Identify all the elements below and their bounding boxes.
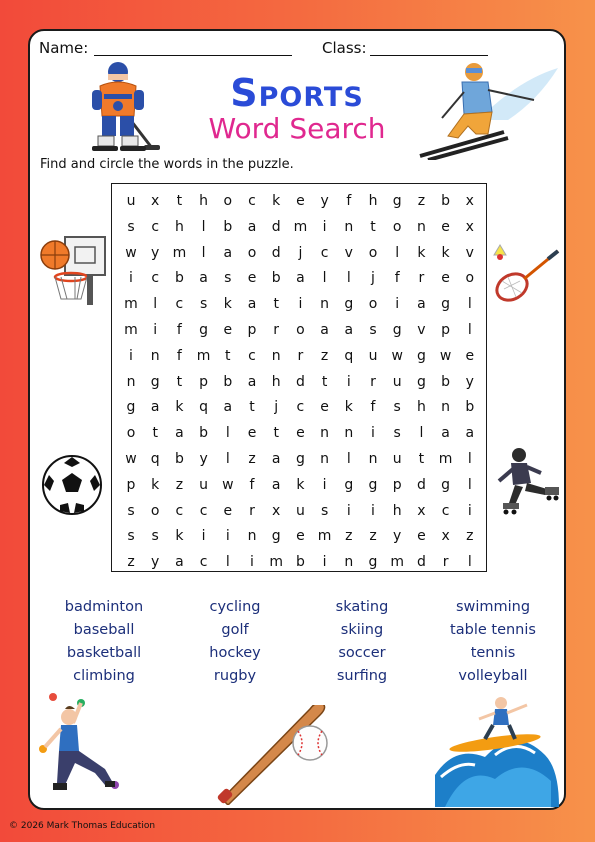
grid-letter[interactable]: i (250, 554, 254, 571)
rock-climber-icon (35, 689, 131, 807)
grid-row (112, 343, 486, 369)
grid-letter[interactable]: f (249, 476, 255, 493)
grid-letter[interactable]: r (297, 347, 304, 364)
grid-letter[interactable]: l (467, 554, 472, 571)
grid-letter[interactable]: h (271, 373, 281, 390)
basketball-hoop-icon (37, 233, 107, 307)
grid-letter[interactable]: r (273, 322, 280, 338)
grid-letter[interactable]: t (273, 296, 279, 313)
grid-letter[interactable]: m (269, 554, 283, 571)
grid-letter[interactable]: z (127, 554, 135, 571)
grid-letter[interactable]: v (344, 244, 353, 261)
grid-letter[interactable]: s (393, 399, 401, 416)
badminton-racket-icon (488, 241, 562, 311)
grid-letter[interactable]: o (223, 193, 233, 209)
grid-letter[interactable]: u (368, 347, 378, 364)
grid-letter[interactable]: n (344, 425, 354, 442)
grid-letter[interactable]: g (295, 451, 305, 467)
grid-letter[interactable]: g (344, 296, 354, 313)
grid-letter[interactable]: i (346, 373, 351, 390)
grid-letter[interactable]: o (368, 244, 378, 261)
grid-letter[interactable]: n (441, 399, 451, 416)
grid-letter[interactable]: a (296, 270, 305, 287)
grid-letter[interactable]: k (417, 244, 426, 261)
word-list-item: swimming (455, 599, 531, 615)
grid-letter[interactable]: a (223, 399, 233, 416)
word-list-column-4 (433, 596, 553, 688)
grid-letter[interactable]: n (247, 528, 257, 545)
grid-letter[interactable]: n (271, 347, 281, 364)
grid-letter[interactable]: s (127, 528, 135, 545)
grid-letter[interactable]: g (271, 528, 281, 545)
word-search-grid (111, 183, 487, 572)
grid-letter[interactable]: q (199, 399, 209, 416)
grid-letter[interactable]: o (126, 425, 136, 442)
grid-letter[interactable]: n (416, 218, 426, 235)
grid-letter[interactable]: y (320, 193, 329, 209)
surfer-icon (435, 695, 559, 807)
grid-letter[interactable]: m (124, 296, 138, 313)
grid-letter[interactable]: o (150, 502, 160, 519)
grid-letter[interactable]: n (368, 451, 378, 467)
grid-letter[interactable]: r (418, 270, 425, 287)
grid-row (112, 240, 486, 266)
grid-letter[interactable]: a (465, 425, 475, 442)
grid-letter[interactable]: n (320, 451, 330, 467)
grid-letter[interactable]: i (225, 528, 230, 545)
grid-letter[interactable]: l (467, 451, 472, 467)
grid-letter[interactable]: n (344, 554, 354, 571)
grid-letter[interactable]: h (199, 193, 209, 209)
grid-letter[interactable]: b (223, 373, 233, 390)
grid-letter[interactable]: a (271, 451, 281, 467)
grid-letter[interactable]: g (344, 476, 354, 493)
grid-letter[interactable]: o (392, 218, 402, 235)
grid-letter[interactable]: a (223, 244, 233, 261)
grid-letter[interactable]: i (346, 502, 351, 519)
grid-letter[interactable]: e (296, 193, 305, 209)
grid-letter[interactable]: e (441, 270, 450, 287)
grid-letter[interactable]: t (176, 373, 183, 390)
grid-letter[interactable]: z (369, 528, 377, 545)
grid-letter[interactable]: b (199, 425, 209, 442)
grid-row (112, 317, 486, 343)
grid-letter[interactable]: e (296, 425, 305, 442)
grid-letter[interactable]: w (222, 476, 234, 493)
grid-letter[interactable]: m (317, 528, 332, 545)
grid-letter[interactable]: k (151, 476, 160, 493)
grid-letter[interactable]: a (247, 218, 257, 235)
grid-letter[interactable]: a (344, 322, 354, 338)
grid-letter[interactable]: i (129, 270, 133, 287)
grid-letter[interactable]: m (293, 218, 308, 235)
grid-letter[interactable]: m (124, 322, 138, 338)
grid-letter[interactable]: v (465, 244, 474, 261)
grid-letter[interactable]: c (175, 296, 184, 313)
grid-letter[interactable]: s (127, 218, 135, 235)
word-list-item: table tennis (450, 622, 536, 638)
grid-letter[interactable]: c (199, 554, 208, 571)
grid-letter[interactable]: z (175, 476, 184, 493)
word-list-item: golf (221, 622, 249, 638)
grid-letter[interactable]: p (199, 373, 209, 390)
word-list-column-2 (175, 596, 295, 688)
grid-letter[interactable]: x (465, 193, 474, 209)
grid-letter[interactable]: t (370, 218, 376, 235)
grid-letter[interactable]: w (125, 244, 137, 261)
grid-letter[interactable]: f (394, 270, 400, 287)
grid-letter[interactable]: b (441, 373, 451, 390)
grid-letter[interactable]: i (371, 425, 375, 442)
grid-letter[interactable]: d (416, 476, 426, 493)
grid-letter[interactable]: x (441, 528, 450, 545)
grid-letter[interactable]: e (417, 528, 426, 545)
grid-letter[interactable]: a (417, 296, 426, 313)
grid-letter[interactable]: j (298, 244, 303, 261)
worksheet (28, 29, 566, 810)
grid-letter[interactable]: k (272, 193, 281, 209)
grid-letter[interactable]: a (199, 270, 208, 287)
grid-letter[interactable]: i (395, 296, 400, 313)
grid-letter[interactable]: q (150, 451, 160, 467)
grid-letter[interactable]: s (393, 425, 401, 442)
grid-letter[interactable]: s (151, 528, 159, 545)
page-title: Sports (230, 71, 364, 115)
grid-letter[interactable]: m (196, 347, 211, 364)
grid-letter[interactable]: y (199, 451, 208, 467)
inline-skater-icon (493, 447, 563, 519)
grid-letter[interactable]: l (322, 270, 327, 287)
grid-letter[interactable]: o (368, 296, 378, 313)
grid-row (112, 446, 486, 472)
baseball-bat-and-ball-icon (216, 705, 336, 805)
grid-row (112, 265, 486, 291)
hockey-player-icon (74, 60, 166, 156)
grid-letter[interactable]: i (322, 476, 327, 493)
grid-letter[interactable]: a (150, 399, 160, 416)
instructions: Find and circle the words in the puzzle. (40, 157, 294, 172)
grid-letter[interactable]: a (320, 322, 329, 338)
grid-letter[interactable]: g (392, 193, 402, 209)
grid-letter[interactable]: c (151, 270, 160, 287)
grid-letter[interactable]: l (346, 270, 351, 287)
grid-letter[interactable]: j (274, 399, 279, 416)
grid-letter[interactable]: b (271, 270, 281, 287)
grid-letter[interactable]: s (224, 270, 232, 287)
grid-letter[interactable]: e (296, 528, 305, 545)
grid-letter[interactable]: n (320, 296, 330, 313)
grid-letter[interactable]: k (344, 399, 353, 416)
grid-letter[interactable]: g (199, 322, 209, 338)
grid-letter[interactable]: i (153, 322, 158, 338)
grid-letter[interactable]: f (176, 347, 182, 364)
grid-letter[interactable]: h (174, 218, 184, 235)
grid-letter[interactable]: g (416, 373, 426, 390)
grid-letter[interactable]: k (296, 476, 305, 493)
grid-letter[interactable]: w (391, 347, 403, 364)
grid-letter[interactable]: l (467, 476, 472, 493)
grid-row (112, 214, 486, 240)
grid-letter[interactable]: s (127, 502, 135, 519)
skier-icon (418, 60, 560, 160)
grid-letter[interactable]: a (271, 476, 281, 493)
grid-letter[interactable]: i (371, 502, 375, 519)
grid-letter[interactable]: b (465, 399, 475, 416)
grid-letter[interactable]: g (392, 322, 402, 338)
grid-letter[interactable]: t (321, 373, 328, 390)
grid-letter[interactable]: k (441, 244, 450, 261)
soccer-ball-icon (40, 453, 104, 517)
grid-letter[interactable]: g (150, 373, 160, 390)
grid-letter[interactable]: e (223, 322, 233, 338)
grid-row (112, 523, 486, 549)
word-list-item: surfing (336, 668, 388, 684)
grid-letter[interactable]: e (441, 218, 450, 235)
grid-letter[interactable]: i (129, 347, 133, 364)
grid-letter[interactable]: y (151, 244, 160, 261)
grid-letter[interactable]: l (225, 451, 230, 467)
word-list-item: basketball (66, 645, 142, 661)
grid-letter[interactable]: l (395, 244, 400, 261)
grid-letter[interactable]: g (441, 476, 451, 493)
word-list-item: hockey (209, 645, 261, 661)
grid-letter[interactable]: x (151, 193, 160, 209)
grid-letter[interactable]: l (346, 451, 351, 467)
grid-letter[interactable]: r (442, 554, 449, 571)
word-list-item: volleyball (458, 668, 528, 684)
grid-letter[interactable]: g (126, 399, 136, 416)
grid-letter[interactable]: e (223, 502, 233, 519)
grid-letter[interactable]: e (320, 399, 329, 416)
grid-letter[interactable]: i (322, 218, 327, 235)
grid-letter[interactable]: n (344, 218, 354, 235)
grid-letter[interactable]: q (344, 347, 354, 364)
grid-row (112, 394, 486, 420)
grid-letter[interactable]: f (346, 193, 352, 209)
grid-letter[interactable]: u (199, 476, 209, 493)
grid-letter[interactable]: z (320, 347, 329, 364)
grid-row (112, 369, 486, 395)
grid-letter[interactable]: o (247, 244, 257, 261)
class-label: Class: (322, 39, 367, 57)
word-list-item: soccer (338, 645, 386, 661)
grid-row (112, 420, 486, 446)
grid-letter[interactable]: x (417, 502, 426, 519)
grid-letter[interactable]: z (417, 193, 426, 209)
grid-row (112, 291, 486, 317)
grid-letter[interactable]: a (247, 373, 257, 390)
grid-letter[interactable]: s (199, 296, 208, 313)
word-list-item: badminton (64, 599, 144, 615)
grid-letter[interactable]: t (152, 425, 158, 442)
word-list-column-1 (44, 596, 164, 688)
grid-letter[interactable]: e (247, 425, 257, 442)
grid-letter[interactable]: m (438, 451, 453, 467)
grid-letter[interactable]: a (175, 554, 184, 571)
grid-letter[interactable]: n (126, 373, 136, 390)
word-list-item: climbing (73, 668, 135, 684)
grid-row (112, 498, 486, 524)
grid-letter[interactable]: s (369, 322, 377, 338)
grid-letter[interactable]: c (151, 218, 160, 235)
grid-letter[interactable]: w (439, 347, 452, 364)
grid-letter[interactable]: c (199, 502, 208, 519)
grid-letter[interactable]: r (249, 502, 255, 519)
grid-letter[interactable]: m (172, 244, 187, 261)
grid-letter[interactable]: g (368, 554, 378, 571)
grid-letter[interactable]: t (273, 425, 279, 442)
grid-letter[interactable]: b (295, 554, 305, 571)
grid-letter[interactable]: c (296, 399, 305, 416)
grid-letter[interactable]: k (223, 296, 232, 313)
copyright-footer: © 2026 Mark Thomas Education (9, 821, 156, 831)
grid-letter[interactable]: l (201, 218, 206, 235)
grid-row (112, 472, 486, 498)
grid-letter[interactable]: r (370, 373, 376, 390)
grid-letter[interactable]: b (174, 451, 184, 467)
grid-letter[interactable]: e (247, 270, 257, 287)
grid-letter[interactable]: y (151, 554, 160, 571)
grid-letter[interactable]: u (126, 193, 136, 209)
grid-letter[interactable]: c (248, 193, 256, 209)
grid-letter[interactable]: a (175, 425, 184, 442)
grid-letter[interactable]: h (368, 193, 378, 209)
grid-letter[interactable]: f (176, 322, 182, 338)
grid-letter[interactable]: v (417, 322, 426, 338)
grid-row (112, 549, 486, 575)
grid-letter[interactable]: y (465, 373, 474, 390)
grid-letter[interactable]: a (247, 296, 257, 313)
grid-letter[interactable]: f (370, 399, 376, 416)
grid-letter[interactable]: x (272, 502, 281, 519)
grid-letter[interactable]: d (271, 218, 281, 235)
class-field[interactable] (370, 55, 488, 56)
grid-letter[interactable]: u (392, 451, 402, 467)
name-label: Name: (39, 39, 89, 57)
word-list-item: baseball (73, 622, 135, 638)
grid-letter[interactable]: g (441, 296, 451, 313)
grid-letter[interactable]: c (441, 502, 450, 519)
grid-letter[interactable]: t (176, 193, 183, 209)
grid-letter[interactable]: p (247, 322, 257, 338)
grid-letter[interactable]: i (467, 502, 472, 519)
grid-letter[interactable]: u (295, 502, 305, 519)
grid-letter[interactable]: i (201, 528, 206, 545)
grid-letter[interactable]: l (467, 296, 472, 313)
word-list-item: tennis (470, 645, 516, 661)
grid-letter[interactable]: l (153, 296, 158, 313)
grid-letter[interactable]: c (175, 502, 184, 519)
grid-letter[interactable]: l (201, 244, 206, 261)
grid-letter[interactable]: k (175, 399, 184, 416)
name-field[interactable] (94, 55, 292, 56)
grid-letter[interactable]: b (441, 193, 451, 209)
grid-letter[interactable]: i (322, 554, 327, 571)
grid-letter[interactable]: g (368, 476, 378, 493)
grid-letter[interactable]: t (249, 399, 255, 416)
grid-letter[interactable]: d (295, 373, 305, 390)
grid-letter[interactable]: u (392, 373, 402, 390)
grid-letter[interactable]: c (248, 347, 256, 364)
grid-letter[interactable]: z (345, 528, 353, 545)
word-list-item: skating (335, 599, 389, 615)
word-list-item: rugby (213, 668, 257, 684)
grid-letter[interactable]: h (392, 502, 402, 519)
grid-letter[interactable]: l (419, 425, 424, 442)
grid-letter[interactable]: y (393, 528, 402, 545)
grid-letter[interactable]: e (465, 347, 475, 364)
grid-letter[interactable]: w (125, 451, 137, 467)
grid-letter[interactable]: b (223, 218, 233, 235)
grid-letter[interactable]: a (441, 425, 450, 442)
grid-letter[interactable]: d (271, 244, 281, 261)
grid-letter[interactable]: t (225, 347, 231, 364)
grid-letter[interactable]: p (126, 476, 136, 493)
grid-letter[interactable]: i (298, 296, 303, 313)
grid-row (112, 188, 486, 214)
grid-letter[interactable]: o (296, 322, 305, 338)
grid-letter[interactable]: n (150, 347, 160, 364)
grid-letter[interactable]: b (174, 270, 184, 287)
grid-letter[interactable]: l (467, 322, 472, 338)
grid-letter[interactable]: g (416, 347, 426, 364)
grid-letter[interactable]: o (465, 270, 475, 287)
grid-letter[interactable]: z (466, 528, 474, 545)
grid-letter[interactable]: p (441, 322, 451, 338)
grid-letter[interactable]: j (371, 270, 375, 287)
word-list-column-3 (302, 596, 422, 688)
grid-letter[interactable]: m (390, 554, 404, 571)
grid-letter[interactable]: l (225, 554, 230, 571)
word-list-item: cycling (209, 599, 261, 615)
grid-letter[interactable]: s (320, 502, 329, 519)
grid-letter[interactable]: c (320, 244, 329, 261)
grid-letter[interactable]: t (418, 451, 425, 467)
grid-letter[interactable]: x (465, 218, 474, 235)
grid-letter[interactable]: l (225, 425, 230, 442)
grid-letter[interactable]: k (175, 528, 184, 545)
page-subtitle: Word Search (208, 112, 386, 145)
grid-letter[interactable]: d (416, 554, 426, 571)
grid-letter[interactable]: p (392, 476, 402, 493)
grid-letter[interactable]: h (416, 399, 426, 416)
grid-letter[interactable]: n (320, 425, 330, 442)
word-list-item: skiing (340, 622, 384, 638)
grid-letter[interactable]: z (248, 451, 256, 467)
